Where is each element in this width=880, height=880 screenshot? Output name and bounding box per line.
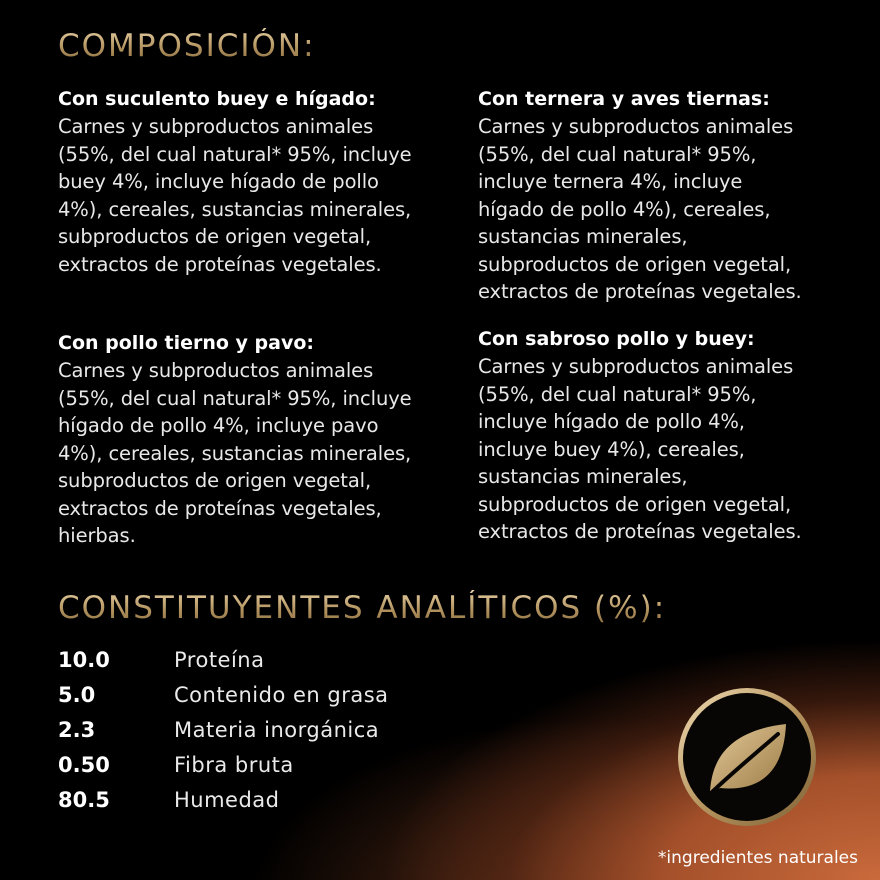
constituent-label: Fibra bruta (174, 752, 294, 777)
constituent-value: 5.0 (58, 682, 96, 707)
constituent-row-fibre (58, 747, 389, 782)
composition-block-title: Con pollo tierno y pavo: (58, 332, 314, 354)
composition-block-pollo-buey (478, 326, 858, 546)
composition-block-text: Carnes y subproductos animales (55%, del cual natural* 95%, incluye hígado de pollo 4%, incluye buey 4%), cereales, sustancias minerales, subproductos de origen vegetal, extractos de proteínas vegetales. (478, 355, 802, 543)
constituent-row-moisture (58, 782, 389, 817)
composition-block-text: Carnes y subproductos animales (55%, del cual natural* 95%, incluye ternera 4%, incluye hígado de pollo 4%), cereales, sustancias minerales, subproductos de origen vegetal, extractos de proteínas vegetales. (478, 115, 802, 303)
footnote: *ingredientes naturales (657, 848, 858, 868)
composition-block-ternera-aves (478, 86, 858, 306)
constituent-value: 2.3 (58, 717, 96, 742)
constituent-label: Contenido en grasa (174, 682, 389, 707)
composition-block-title: Con suculento buey e hígado: (58, 88, 376, 110)
constituents-table (58, 642, 389, 817)
natural-ingredients-badge (674, 684, 820, 830)
constituent-label: Materia inorgánica (174, 717, 380, 742)
constituent-value: 80.5 (58, 787, 110, 812)
composition-block-title: Con ternera y aves tiernas: (478, 88, 770, 110)
constituent-row-protein (58, 642, 389, 677)
constituent-value: 0.50 (58, 752, 110, 777)
constituent-label: Humedad (174, 787, 280, 812)
constituent-value: 10.0 (58, 647, 110, 672)
composition-block-text: Carnes y subproductos animales (55%, del cual natural* 95%, incluye hígado de pollo 4%, incluye pavo 4%), cereales, sustancias minerales, subproductos de origen vegetal, extractos de proteínas vegetales, hierbas. (58, 359, 412, 547)
leaf-icon (674, 684, 820, 830)
constituent-row-ash (58, 712, 389, 747)
composition-block-text: Carnes y subproductos animales (55%, del cual natural* 95%, incluye buey 4%, incluye hígado de pollo 4%), cereales, sustancias minerales, subproductos de origen vegetal, extractos de proteínas vegetales. (58, 115, 412, 276)
composition-block-title: Con sabroso pollo y buey: (478, 328, 755, 350)
composition-heading: COMPOSICIÓN: (58, 28, 316, 64)
constituents-heading: CONSTITUYENTES ANALÍTICOS (%): (58, 590, 667, 626)
constituent-label: Proteína (174, 647, 265, 672)
composition-block-pollo-pavo (58, 330, 438, 550)
composition-block-buey-higado (58, 86, 438, 278)
constituent-row-fat (58, 677, 389, 712)
